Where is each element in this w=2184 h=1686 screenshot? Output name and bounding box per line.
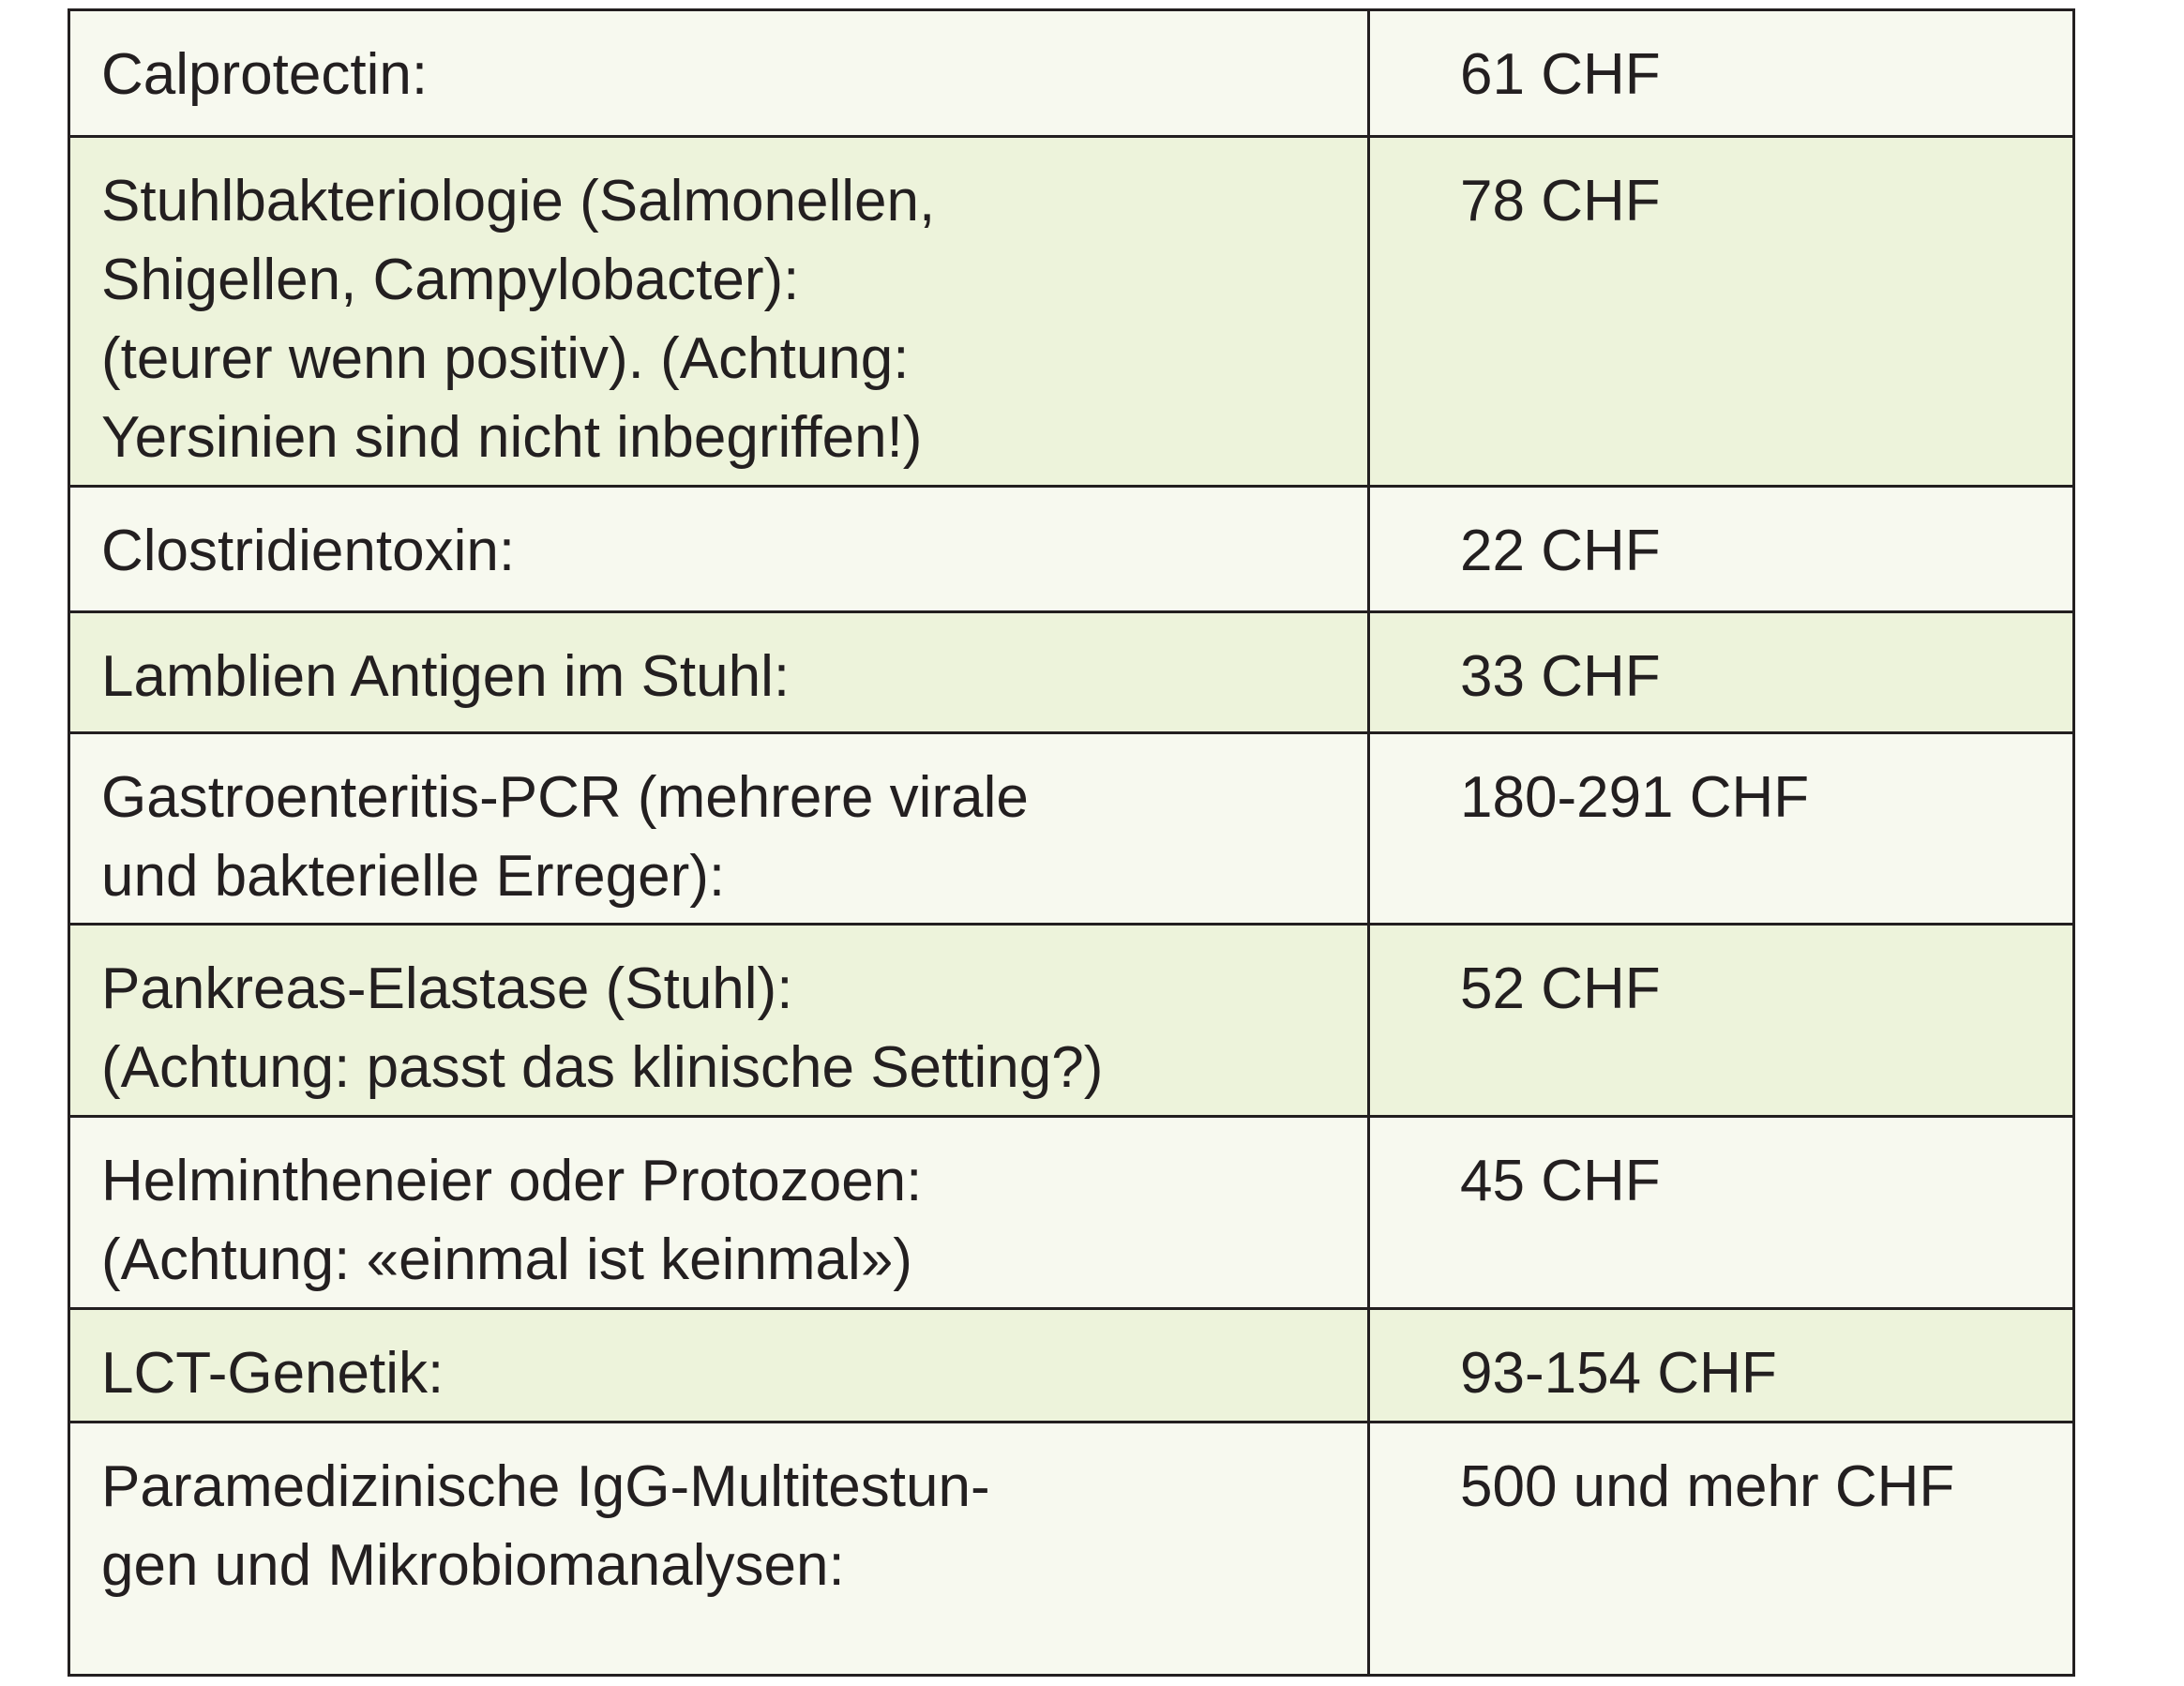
test-name-cell — [69, 1423, 1369, 1676]
table-row — [69, 487, 2074, 612]
test-name-line: Calprotectin: — [101, 42, 429, 107]
test-name-cell — [69, 612, 1369, 733]
price-cell: 22 CHF — [1369, 487, 2074, 612]
test-name-line: Lamblien Antigen im Stuhl: — [101, 644, 791, 709]
test-name-cell — [69, 487, 1369, 612]
price-cell: 45 CHF — [1369, 1117, 2074, 1309]
test-name-line: (teurer wenn positiv). (Achtung: — [101, 326, 910, 391]
test-name-cell — [69, 137, 1369, 487]
table-row — [69, 925, 2074, 1117]
test-name-line: LCT-Genetik: — [101, 1341, 444, 1406]
test-name-line: und bakterielle Erreger): — [101, 844, 726, 909]
table-row — [69, 10, 2074, 137]
table-row — [69, 1117, 2074, 1309]
test-name-cell — [69, 1117, 1369, 1309]
price-cell: 180-291 CHF — [1369, 733, 2074, 925]
test-name-line: Helmintheneier oder Protozoen: — [101, 1149, 923, 1213]
price-cell: 500 und mehr CHF — [1369, 1423, 2074, 1676]
lab-cost-table — [68, 8, 2075, 1677]
test-name-line: gen und Mikrobiomanalysen: — [101, 1533, 845, 1598]
test-name-cell — [69, 733, 1369, 925]
test-name-cell — [69, 1309, 1369, 1423]
table-row — [69, 137, 2074, 487]
table-row — [69, 612, 2074, 733]
test-name-line: (Achtung: «einmal ist keinmal») — [101, 1227, 912, 1292]
price-cell: 52 CHF — [1369, 925, 2074, 1117]
price-cell: 61 CHF — [1369, 10, 2074, 137]
test-name-line: Gastroenteritis-PCR (mehrere virale — [101, 765, 1029, 830]
test-name-cell — [69, 925, 1369, 1117]
test-name-line: (Achtung: passt das klinische Setting?) — [101, 1035, 1104, 1100]
test-name-line: Stuhlbakteriologie (Salmonellen, — [101, 169, 936, 233]
test-name-line: Yersinien sind nicht inbegriffen!) — [101, 405, 923, 470]
test-name-line: Pankreas-Elastase (Stuhl): — [101, 956, 793, 1021]
test-name-line: Shigellen, Campylobacter): — [101, 248, 800, 312]
table-row — [69, 733, 2074, 925]
table-row — [69, 1423, 2074, 1676]
test-name-cell — [69, 10, 1369, 137]
test-name-line: Paramedizinische IgG-Multitestun- — [101, 1454, 990, 1519]
price-cell: 93-154 CHF — [1369, 1309, 2074, 1423]
table-row — [69, 1309, 2074, 1423]
test-name-line: Clostridientoxin: — [101, 519, 516, 583]
price-cell: 33 CHF — [1369, 612, 2074, 733]
price-cell: 78 CHF — [1369, 137, 2074, 487]
